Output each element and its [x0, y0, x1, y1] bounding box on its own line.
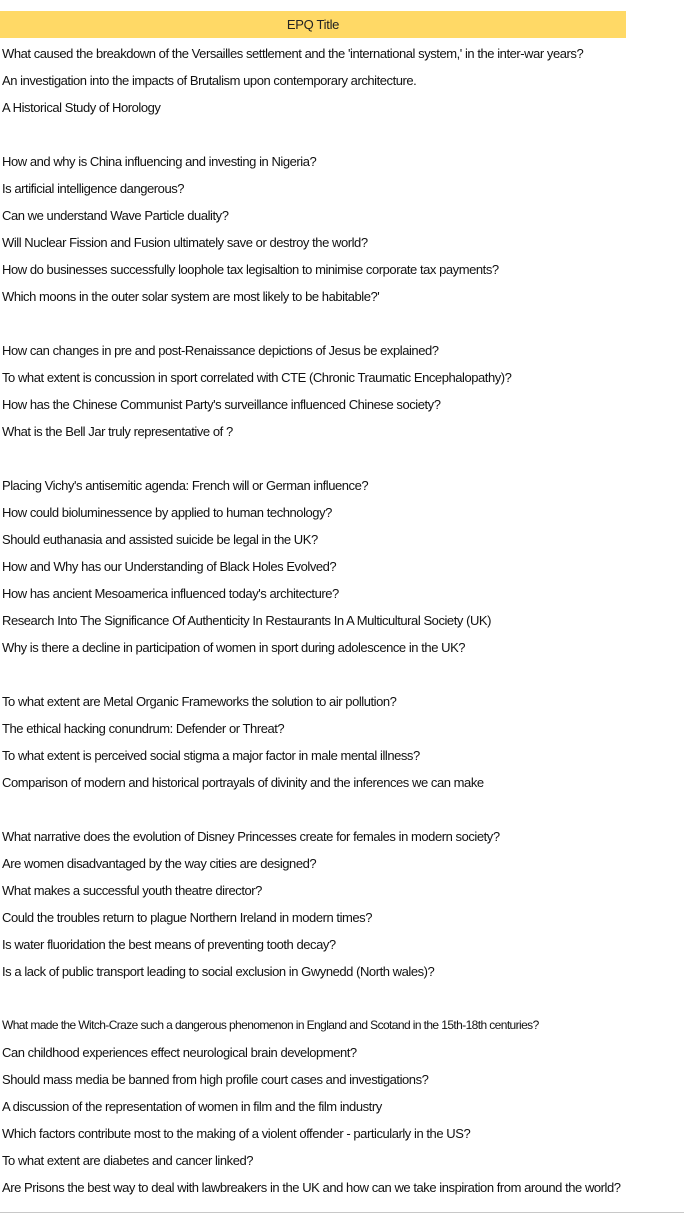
empty-row[interactable] [0, 796, 684, 823]
title-row[interactable]: Will Nuclear Fission and Fusion ultimately save or destroy the world? [2, 235, 368, 250]
title-row[interactable]: What makes a successful youth theatre director? [2, 883, 262, 898]
title-row[interactable]: Are Prisons the best way to deal with lawbreakers in the UK and how can we take inspiration from around the world? [2, 1180, 621, 1195]
empty-row[interactable] [0, 661, 684, 688]
title-row[interactable]: Comparison of modern and historical portrayals of divinity and the inferences we can make [2, 775, 484, 790]
empty-row[interactable] [0, 310, 684, 337]
title-row[interactable]: How do businesses successfully loophole tax legisaltion to minimise corporate tax payments? [2, 262, 499, 277]
title-row[interactable]: To what extent are diabetes and cancer linked? [2, 1153, 254, 1168]
title-row[interactable]: The ethical hacking conundrum: Defender or Threat? [2, 721, 285, 736]
title-row[interactable]: Is water fluoridation the best means of preventing tooth decay? [2, 937, 336, 952]
empty-row[interactable] [0, 121, 684, 148]
title-row[interactable]: Which moons in the outer solar system are most likely to be habitable?' [2, 289, 380, 304]
title-row[interactable]: Why is there a decline in participation of women in sport during adolescence in the UK? [2, 640, 466, 655]
empty-row[interactable] [0, 445, 684, 472]
bottom-divider [0, 1212, 684, 1213]
title-row[interactable]: Research Into The Significance Of Authenticity In Restaurants In A Multicultural Society (UK) [2, 613, 491, 628]
title-row[interactable]: How could bioluminessence by applied to human technology? [2, 505, 332, 520]
title-row[interactable]: Can childhood experiences effect neurological brain development? [2, 1045, 357, 1060]
title-row[interactable]: To what extent are Metal Organic Frameworks the solution to air pollution? [2, 694, 397, 709]
title-row[interactable]: A Historical Study of Horology [2, 100, 161, 115]
title-list [0, 40, 684, 1201]
title-row[interactable]: What made the Witch-Craze such a dangerous phenomenon in England and Scotand in the 15th-18th centuries? [2, 1018, 539, 1032]
title-row[interactable]: To what extent is perceived social stigma a major factor in male mental illness? [2, 748, 420, 763]
title-row[interactable]: How has ancient Mesoamerica influenced today's architecture? [2, 586, 339, 601]
title-row[interactable]: Could the troubles return to plague Northern Ireland in modern times? [2, 910, 373, 925]
title-row[interactable]: What narrative does the evolution of Disney Princesses create for females in modern society? [2, 829, 500, 844]
title-row[interactable]: Which factors contribute most to the making of a violent offender - particularly in the US? [2, 1126, 471, 1141]
title-row[interactable]: Can we understand Wave Particle duality? [2, 208, 229, 223]
title-row[interactable]: To what extent is concussion in sport correlated with CTE (Chronic Traumatic Encephalopathy)? [2, 370, 512, 385]
title-row[interactable]: How can changes in pre and post-Renaissance depictions of Jesus be explained? [2, 343, 439, 358]
title-row[interactable]: Is artificial intelligence dangerous? [2, 181, 185, 196]
title-row[interactable]: An investigation into the impacts of Brutalism upon contemporary architecture. [2, 73, 417, 88]
title-row[interactable]: Should euthanasia and assisted suicide be legal in the UK? [2, 532, 318, 547]
title-row[interactable]: How and why is China influencing and investing in Nigeria? [2, 154, 317, 169]
title-row[interactable]: How has the Chinese Communist Party's surveillance influenced Chinese society? [2, 397, 441, 412]
title-row[interactable]: Should mass media be banned from high profile court cases and investigations? [2, 1072, 429, 1087]
title-row[interactable]: A discussion of the representation of women in film and the film industry [2, 1099, 382, 1114]
title-row[interactable]: What caused the breakdown of the Versailles settlement and the 'international system,' in the inter-war years? [2, 46, 584, 61]
title-row[interactable]: Is a lack of public transport leading to social exclusion in Gwynedd (North wales)? [2, 964, 435, 979]
title-row[interactable]: How and Why has our Understanding of Black Holes Evolved? [2, 559, 337, 574]
empty-row[interactable] [0, 985, 684, 1012]
column-header-epq-title[interactable]: EPQ Title [0, 11, 626, 38]
title-row[interactable]: Are women disadvantaged by the way cities are designed? [2, 856, 317, 871]
title-row[interactable]: Placing Vichy's antisemitic agenda: French will or German influence? [2, 478, 369, 493]
title-row[interactable]: What is the Bell Jar truly representative of ? [2, 424, 233, 439]
